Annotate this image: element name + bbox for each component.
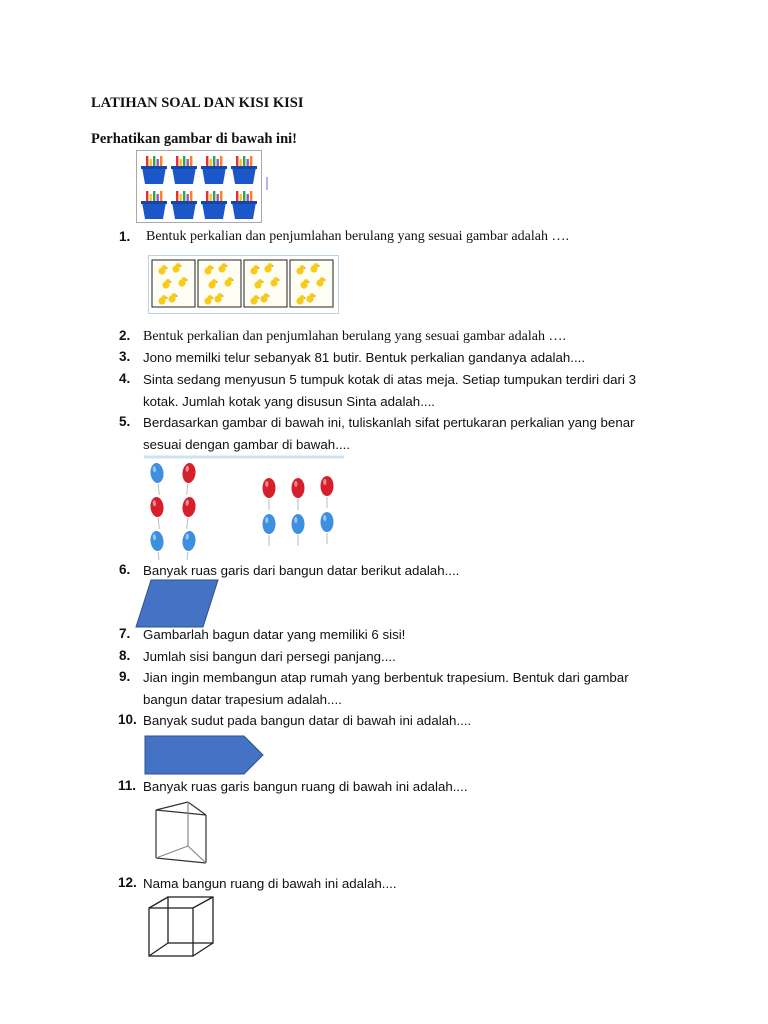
balloon-icon [321, 512, 334, 544]
question-number: 1. [119, 229, 131, 244]
balloon-icon [292, 514, 305, 546]
question-number: 12. [118, 875, 137, 890]
question-number: 5. [119, 414, 131, 429]
document-title: LATIHAN SOAL DAN KISI KISI [91, 95, 304, 111]
pencil-cups-figure [136, 150, 276, 224]
pentagon-arrow-figure [143, 734, 267, 778]
question-number: 2. [119, 328, 131, 343]
triangular-prism-figure [148, 800, 214, 868]
balloon-icon [292, 478, 305, 510]
balloon-icon [263, 478, 276, 510]
question-number: 6. [119, 562, 131, 577]
balloon-icon [180, 496, 196, 529]
question-text: Banyak ruas garis dari bangun datar berikut adalah.... [143, 563, 460, 578]
question-number: 4. [119, 371, 131, 386]
instruction-text: Perhatikan gambar di bawah ini! [91, 131, 297, 147]
question-text: Jono memilki telur sebanyak 81 butir. Bentuk perkalian gandanya adalah.... [143, 350, 586, 365]
question-number: 3. [119, 349, 131, 364]
balloon-icon [149, 496, 165, 529]
question-text-line-1: Berdasarkan gambar di bawah ini, tuliskanlah sifat pertukaran perkalian yang benar [143, 415, 635, 430]
question-number: 11. [118, 778, 137, 793]
balloon-icon [180, 530, 196, 560]
parallelogram-figure [134, 579, 224, 629]
question-text-line-2: sesuai dengan gambar di bawah.... [143, 437, 350, 452]
question-text: Jumlah sisi bangun dari persegi panjang.... [143, 649, 396, 664]
question-number: 9. [119, 669, 131, 684]
cube-figure [146, 894, 218, 960]
cube-edges [149, 897, 213, 956]
question-text-line-2: kotak. Jumlah kotak yang disusun Sinta adalah.... [143, 394, 435, 409]
question-text: Gambarlah bagun datar yang memiliki 6 sisi! [143, 627, 406, 642]
chick-boxes-figure [148, 255, 340, 315]
prism-edges [156, 802, 206, 863]
question-text-line-2: bangun datar trapesium adalah.... [143, 692, 342, 707]
question-text-line-1: Jian ingin membangun atap rumah yang berbentuk trapesium. Bentuk dari gambar [143, 670, 629, 685]
question-number: 7. [119, 626, 131, 641]
balloon-icon [321, 476, 334, 508]
question-text: Bentuk perkalian dan penjumlahan berulang yang sesuai gambar adalah …. [143, 329, 566, 344]
question-text: Nama bangun ruang di bawah ini adalah.... [143, 876, 397, 891]
balloon-icon [263, 514, 276, 546]
question-number: 10. [118, 712, 137, 727]
balloon-icon [149, 530, 165, 560]
question-text: Bentuk perkalian dan penjumlahan berulang yang sesuai gambar adalah …. [146, 229, 569, 244]
balloons-figure [140, 455, 350, 560]
question-text-line-1: Sinta sedang menyusun 5 tumpuk kotak di atas meja. Setiap tumpukan terdiri dari 3 [143, 372, 636, 387]
question-number: 8. [119, 648, 131, 663]
pentagon-arrow-shape [145, 736, 263, 774]
question-text: Banyak ruas garis bangun ruang di bawah ini adalah.... [143, 779, 468, 794]
balloon-icon [180, 462, 196, 495]
parallelogram-shape [136, 580, 218, 627]
balloon-icon [149, 462, 165, 495]
question-text: Banyak sudut pada bangun datar di bawah ini adalah.... [143, 713, 472, 728]
